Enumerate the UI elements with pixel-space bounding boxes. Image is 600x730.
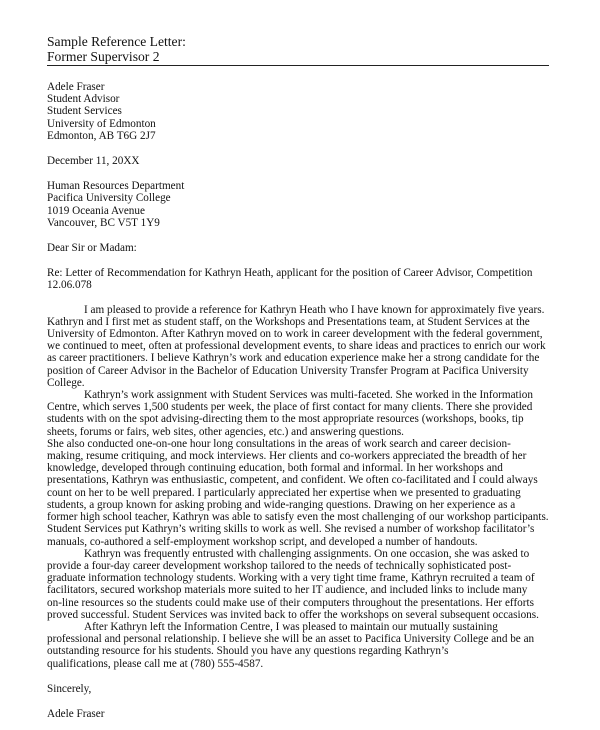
- sender-name: Adele Fraser: [47, 81, 105, 93]
- paragraph-line: graduate information technology students. Working with a very tight time frame, Kathryn recruited a team of: [47, 572, 535, 585]
- paragraph-line: qualifications, please call me at (780) 555-4587.: [47, 657, 264, 670]
- recipient-city: Vancouver, BC V5T 1Y9: [47, 216, 160, 229]
- re-line: [47, 267, 555, 291]
- closing: Sincerely,: [47, 682, 92, 695]
- paragraph-line: former high school teacher, Kathryn was able to satisfy even the most challenging of our workshop participants.: [47, 511, 549, 524]
- sender-city: Edmonton, AB T6G 2J7: [47, 129, 156, 142]
- letter-body: [47, 81, 555, 720]
- re-line-2: 12.06.078: [47, 279, 92, 292]
- paragraph-2: [47, 389, 555, 548]
- paragraph-line: students, a group known for asking probing and wide-ranging questions. Drawing on her experience as a: [47, 498, 516, 511]
- paragraph-line: Kathryn’s work assignment with Student Services was multi-faceted. She worked in the Information: [84, 389, 533, 402]
- paragraph-line: presentations, Kathryn was enthusiastic, competent, and confident. We often co-facilitated and I could always: [47, 474, 538, 487]
- recipient-institution: Pacifica University College: [47, 192, 171, 205]
- paragraph-line: Kathryn and I first met as student staff, on the Workshops and Presentations team, at Student Services at the: [47, 315, 530, 328]
- paragraph-line: students with on the spot advising-directing them to the most appropriate resources (workshops, books, tip: [47, 413, 524, 426]
- sender-institution: University of Edmonton: [47, 117, 156, 130]
- paragraph-line: proved successful. Student Services was invited back to offer the workshops on several subsequent occasions.: [47, 608, 539, 621]
- letter-date: December 11, 20XX: [47, 155, 140, 168]
- paragraph-line: Kathryn was frequently entrusted with challenging assignments. On one occasion, she was asked to: [84, 547, 530, 560]
- paragraph-line: on-line resources so the students could make use of their computers throughout the presentations. Her efforts: [47, 596, 534, 609]
- paragraph-line: we continued to meet, often at professional development events, to share ideas and practices to enrich our work: [47, 340, 546, 353]
- paragraph-line: outstanding resource for his students. Should you have any questions regarding Kathryn’s: [47, 645, 449, 658]
- paragraph-line: knowledge, developed through continuing education, both formal and informal. In her workshops and: [47, 462, 503, 475]
- paragraph-line: professional and personal relationship. I believe she will be an asset to Pacifica University College and be an: [47, 633, 535, 646]
- paragraph-line: facilitators, secured workshop materials more suited to her IT audience, and included links to include many: [47, 584, 528, 597]
- title-line-2: Former Supervisor 2: [47, 48, 160, 64]
- paragraph-line: I am pleased to provide a reference for Kathryn Heath who I have known for approximately five years.: [84, 303, 545, 316]
- paragraph-1: [47, 304, 555, 389]
- paragraph-4: [47, 621, 555, 670]
- paragraph-line: University of Edmonton. After Kathryn moved on to work in career development with the federal government,: [47, 328, 543, 341]
- salutation: Dear Sir or Madam:: [47, 242, 137, 255]
- signature-name: Adele Fraser: [47, 707, 105, 720]
- paragraph-line: count on her to be well prepared. I particularly appreciated her expertise when we presented to graduating: [47, 486, 521, 499]
- sender-department: Student Services: [47, 105, 122, 118]
- paragraph-line: She also conducted one-on-one hour long consultations in the areas of work search and career decision-: [47, 437, 511, 450]
- re-line-1: Re: Letter of Recommendation for Kathryn Heath, applicant for the position of Career Advisor, Competition: [47, 267, 533, 280]
- paragraph-line: Centre, which serves 1,500 students per week, the place of first contact for many clients. There she provided: [47, 401, 533, 414]
- paragraph-line: provide a four-day career development workshop tailored to the needs of technically sophisticated post-: [47, 559, 512, 572]
- recipient-address: [47, 180, 555, 229]
- recipient-department: Human Resources Department: [47, 180, 185, 193]
- paragraph-line: Student Services put Kathryn’s writing skills to work as well. She revised a number of workshop facilitator’s: [47, 523, 535, 536]
- paragraph-line: position of Career Advisor in the Bachelor of Education University Transfer Program at Pacifica University: [47, 364, 529, 377]
- title-line-1: Sample Reference Letter:: [47, 34, 186, 49]
- title-divider: [47, 65, 549, 66]
- paragraph-line: College.: [47, 376, 85, 389]
- sender-address: [47, 81, 555, 142]
- sender-title: Student Advisor: [47, 93, 120, 106]
- paragraph-line: as career practitioners. I believe Kathryn’s work and education experience make her a strong candidate for the: [47, 352, 540, 365]
- recipient-street: 1019 Oceania Avenue: [47, 204, 145, 217]
- paragraph-line: sheets, forums or fairs, web sites, other agencies, etc.) and answering questions.: [47, 425, 404, 438]
- paragraph-line: making, resume critiquing, and mock interviews. Her clients and co-workers appreciated the breadth of her: [47, 450, 527, 463]
- document-title: [47, 35, 549, 66]
- paragraph-line: manuals, co-authored a self-employment workshop script, and developed a number of handouts.: [47, 535, 478, 548]
- paragraph-line: After Kathryn left the Information Centre, I was pleased to maintain our mutually sustaining: [84, 620, 498, 633]
- paragraph-3: [47, 548, 555, 621]
